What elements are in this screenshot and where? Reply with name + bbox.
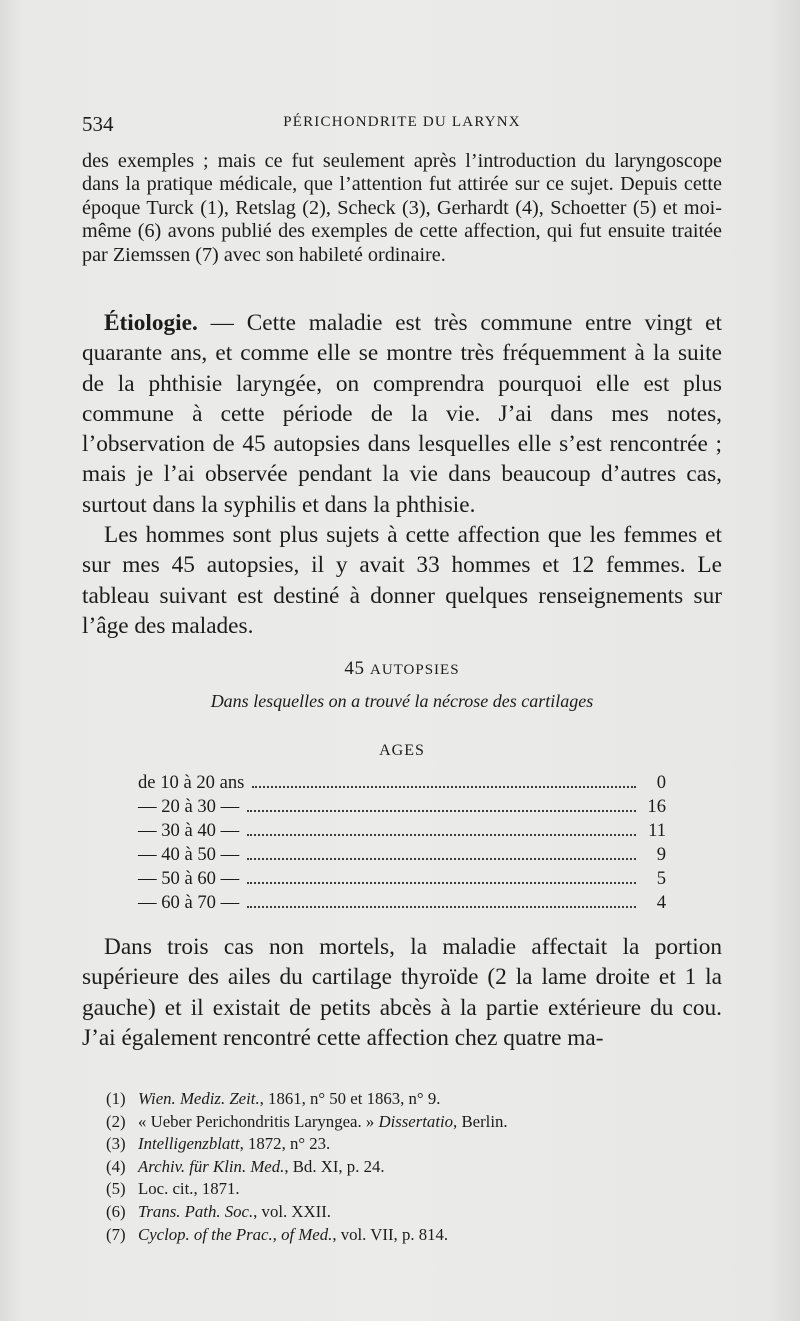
autopsy-count: 5 (656, 868, 666, 890)
dot-leader (247, 834, 636, 836)
intro-paragraph (82, 150, 722, 267)
table-row (138, 772, 666, 796)
dot-leader (247, 810, 636, 812)
footnote-detail: Loc. cit., 1871. (138, 1179, 240, 1199)
age-table (138, 772, 666, 917)
footnote-source: Dissertatio (378, 1111, 454, 1131)
footnote (106, 1224, 722, 1247)
age-range: — 30 à 40 — (138, 820, 240, 842)
footnote (106, 1111, 722, 1134)
age-range: — 20 à 30 — (138, 796, 240, 818)
footnote-number: (6) (106, 1201, 126, 1221)
page-number: 534 (82, 112, 114, 136)
dot-leader (247, 906, 636, 908)
footnote-detail: , 1872, n° 23. (239, 1134, 331, 1154)
table-title-label: AUTOPSIES (369, 662, 460, 678)
dot-leader (247, 882, 636, 884)
age-range: — 50 à 60 — (138, 868, 240, 890)
footnote-detail: , Bd. XI, p. 24. (284, 1156, 385, 1176)
table-row (138, 844, 666, 868)
intro-text: des exemples ; mais ce fut seulement après l’introduction du laryngoscope dans la pratique médicale, que l’attention fut attirée sur ce sujet. Depuis cette époque Turck (1), Retslag (2), Scheck (3), Gerhardt (4), Schoetter (5) et moi-même (6) avons publié des exemples de cette affection, qui fut ensuite traitée par Ziemssen (7) avec son habileté ordinaire. (82, 150, 722, 266)
table-title (82, 658, 722, 680)
footnote-detail: , 1861, n° 50 et 1863, n° 9. (259, 1089, 441, 1108)
footnote (106, 1178, 722, 1201)
footnote-number: (7) (106, 1224, 126, 1244)
etiology-text: — Cette maladie est très commune entre vingt et quarante ans, et comme elle se montre très fréquemment à la suite de la phthisie laryngée, on comprendra pourquoi elle est plus commune à cette période de la vie. J’ai dans mes notes, l’observation de 45 autopsies dans lesquelles elle s’est rencontrée ; mais je l’ai observée pendant la vie dans beaucoup d’autres cas, surtout dans la syphilis et dans la phthisie. (82, 310, 722, 518)
ages-title: AGES (379, 742, 425, 759)
footnote-detail: « Ueber Perichondritis Laryngea. » (138, 1111, 379, 1131)
table-row (138, 796, 666, 820)
etiology-heading: Étiologie. (104, 310, 198, 336)
age-range: — 60 à 70 — (138, 892, 240, 914)
dot-leader (252, 786, 636, 788)
table-row (138, 868, 666, 892)
autopsy-count: 11 (648, 820, 666, 842)
table-title-number: 45 (344, 658, 365, 679)
etiology-section (82, 308, 722, 641)
dot-leader (247, 858, 636, 860)
etiology-paragraph-2: Les hommes sont plus sujets à cette affection que les femmes et sur mes 45 autopsies, il y avait 33 hommes et 12 femmes. Le tableau suivant est destiné à donner quelques renseignements sur l’âge des malades. (82, 522, 722, 639)
footnote-number: (5) (106, 1179, 126, 1199)
age-range: de 10 à 20 ans (138, 772, 245, 793)
footnote-source: Cyclop. of the Prac., of Med. (138, 1224, 333, 1244)
footnotes (106, 1088, 722, 1246)
footnote-detail: , vol. VII, p. 814. (332, 1224, 449, 1244)
footnote-source: Trans. Path. Soc. (138, 1201, 254, 1221)
footnote (106, 1201, 722, 1224)
autopsy-count: 9 (656, 844, 666, 866)
after-table-paragraph: Dans trois cas non mortels, la maladie affectait la portion supérieure des ailes du cartilage thyroïde (2 la lame droite et 1 la gauche) et il existait de petits abcès à la partie extérieure du cou. J’ai également rencontré cette affection chez quatre ma- (82, 934, 722, 1051)
after-table-section (82, 932, 722, 1053)
footnote-number: (1) (106, 1089, 126, 1108)
footnote-source: Wien. Mediz. Zeit. (138, 1089, 260, 1108)
etiology-paragraph-1 (82, 308, 722, 520)
autopsy-count: 4 (656, 892, 666, 914)
table-row (138, 892, 666, 916)
table-subtitle: Dans lesquelles on a trouvé la nécrose des cartilages (210, 691, 594, 711)
footnote-number: (3) (106, 1134, 126, 1154)
footnote-number: (2) (106, 1111, 126, 1131)
age-range: — 40 à 50 — (138, 844, 240, 866)
footnote (106, 1133, 722, 1156)
table-row (138, 820, 666, 844)
footnote (106, 1088, 722, 1111)
footnote-detail: , Berlin. (453, 1111, 508, 1131)
autopsy-count: 0 (656, 772, 666, 793)
footnote-source: Archiv. für Klin. Med. (138, 1156, 285, 1176)
footnote-number: (4) (106, 1156, 126, 1176)
page-header (82, 112, 722, 138)
footnote-detail: , vol. XXII. (253, 1201, 331, 1221)
footnote-source: Intelligenzblatt (138, 1134, 240, 1154)
footnote (106, 1156, 722, 1179)
running-title: PÉRICHONDRITE DU LARYNX (283, 114, 521, 130)
autopsy-count: 16 (647, 796, 666, 818)
